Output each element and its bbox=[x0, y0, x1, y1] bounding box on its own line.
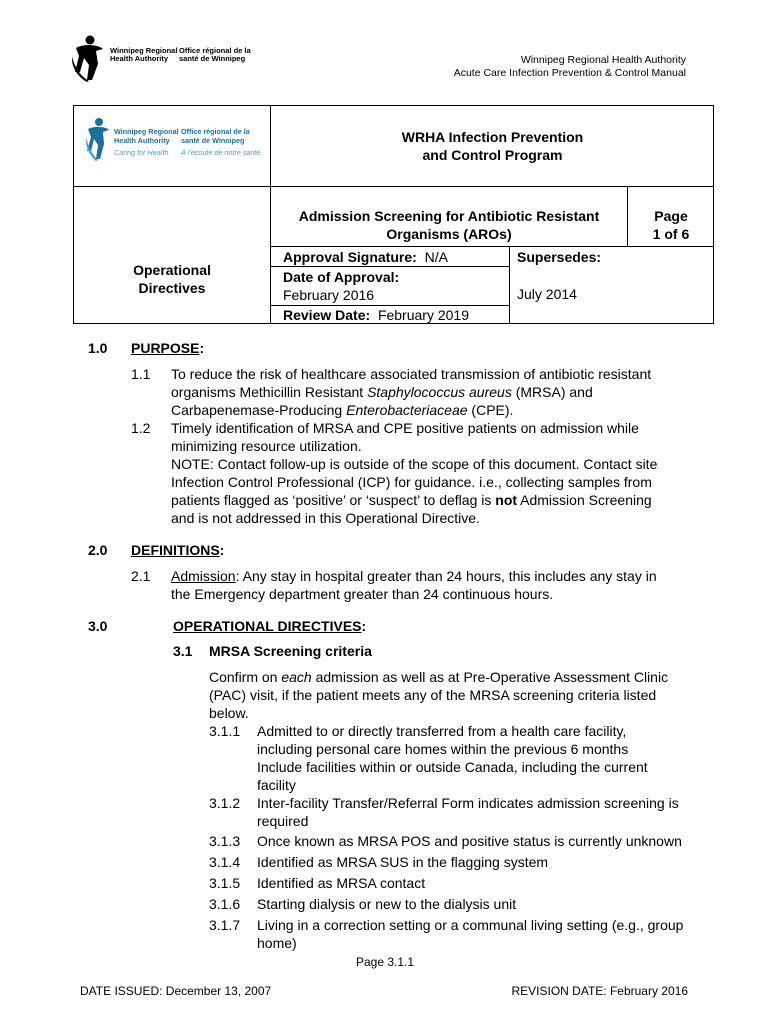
text-line: Infection Control Professional (ICP) for guidance. i.e., collecting samples from bbox=[171, 474, 652, 490]
text-run: (CPE). bbox=[467, 402, 514, 418]
document-type-label bbox=[74, 261, 270, 297]
criteria-text: Starting dialysis or new to the dialysis unit bbox=[257, 896, 517, 912]
criteria-number: 3.1.6 bbox=[209, 896, 241, 912]
header-authority: Winnipeg Regional Health Authority bbox=[520, 54, 686, 66]
page-count-label: Page bbox=[654, 208, 688, 224]
text-line: and is not addressed in this Operational Directive. bbox=[171, 510, 480, 526]
criteria-text bbox=[257, 916, 683, 952]
supersedes-value: July 2014 bbox=[517, 286, 577, 302]
item-number: 2.1 bbox=[131, 568, 151, 584]
definition-term: Admission bbox=[171, 568, 236, 584]
criteria-item bbox=[209, 722, 683, 794]
header-manual-title bbox=[454, 54, 686, 80]
header-org-en-line2: Health Authority bbox=[110, 54, 169, 63]
text-run: admission as well as at Pre-Operative Assessment Clinic bbox=[311, 669, 669, 685]
text-line: NOTE: Contact follow-up is outside of the scope of this document. Contact site bbox=[171, 456, 658, 472]
table-rule bbox=[270, 266, 510, 267]
wrha-figure-icon bbox=[86, 117, 110, 161]
review-date bbox=[283, 306, 469, 324]
text-run: Carbapenemase-Producing bbox=[171, 402, 347, 418]
subsection-title: MRSA Screening criteria bbox=[209, 643, 372, 659]
program-title bbox=[271, 128, 714, 164]
criteria-item bbox=[209, 916, 683, 952]
header-org-en-line1: Winnipeg Regional bbox=[110, 46, 178, 55]
text-line: required bbox=[257, 813, 309, 829]
directive-title bbox=[271, 207, 627, 243]
mrsa-intro-paragraph bbox=[209, 668, 668, 722]
text-line bbox=[171, 567, 657, 585]
text-line: below. bbox=[209, 705, 249, 721]
purpose-item-2 bbox=[171, 419, 657, 527]
program-title-line1: WRHA Infection Prevention bbox=[401, 129, 584, 145]
date-of-approval bbox=[283, 268, 399, 304]
text-line: facility bbox=[257, 777, 296, 793]
wrha-figure-icon bbox=[72, 34, 106, 82]
approval-signature bbox=[283, 248, 448, 266]
page-count bbox=[628, 207, 714, 243]
text-line bbox=[171, 491, 657, 509]
text-run: patients flagged as ‘positive’ or ‘suspect’ to deflag is bbox=[171, 492, 496, 508]
directive-title-line1: Admission Screening for Antibiotic Resistant bbox=[298, 208, 600, 224]
header-org-en bbox=[110, 47, 177, 63]
criteria-text: Identified as MRSA contact bbox=[257, 875, 426, 891]
table-logo-fr-line1: Office régional de la bbox=[181, 127, 250, 136]
definition-admission bbox=[171, 567, 657, 603]
criteria-number: 3.1.5 bbox=[209, 875, 241, 891]
criteria-item bbox=[209, 895, 683, 913]
table-logo-tagline-en: Caring for Health bbox=[114, 148, 169, 157]
header-logo bbox=[72, 34, 272, 84]
text-run: : Any stay in hospital greater than 24 hours, this includes any stay in bbox=[235, 568, 657, 584]
section-title-text: OPERATIONAL DIRECTIVES bbox=[173, 618, 362, 634]
section-number: 3.0 bbox=[88, 618, 108, 634]
approval-signature-value: N/A bbox=[424, 249, 448, 265]
criteria-text bbox=[257, 794, 679, 830]
directive-title-line2: Organisms (AROs) bbox=[386, 226, 512, 242]
mrsa-criteria-list bbox=[209, 722, 683, 952]
table-logo-fr-line2: santé de Winnipeg bbox=[181, 136, 245, 145]
header-org-fr-line1: Office régional de la bbox=[179, 46, 251, 55]
text-line: To reduce the risk of healthcare associated transmission of antibiotic resistant bbox=[171, 366, 652, 382]
page-count-value: 1 of 6 bbox=[652, 226, 690, 242]
document-type-line1: Operational bbox=[133, 262, 211, 278]
text-run: (MRSA) and bbox=[511, 384, 593, 400]
criteria-text: Once known as MRSA POS and positive status is currently unknown bbox=[257, 833, 682, 849]
text-line: Include facilities within or outside Canada, including the current bbox=[257, 759, 648, 775]
section-title-operational-directives: OPERATIONAL DIRECTIVES: bbox=[173, 618, 367, 634]
text-line: (PAC) visit, if the patient meets any of the MRSA screening criteria listed bbox=[209, 687, 657, 703]
text-line: minimizing resource utilization. bbox=[171, 438, 362, 454]
criteria-number: 3.1.3 bbox=[209, 833, 241, 849]
criteria-item bbox=[209, 853, 683, 871]
text-line: the Emergency department greater than 24 continuous hours. bbox=[171, 586, 554, 602]
program-title-line2: and Control Program bbox=[422, 147, 563, 163]
criteria-item bbox=[209, 874, 683, 892]
text-line bbox=[171, 401, 651, 419]
text-run-bold: not bbox=[495, 492, 518, 508]
table-logo-en-line2: Health Authority bbox=[114, 136, 170, 145]
criteria-text bbox=[257, 722, 648, 794]
page-number: Page 3.1.1 bbox=[355, 955, 415, 969]
item-number: 1.1 bbox=[131, 366, 151, 382]
subsection-number: 3.1 bbox=[173, 643, 193, 659]
item-number: 1.2 bbox=[131, 420, 151, 436]
criteria-text: Identified as MRSA SUS in the flagging system bbox=[257, 854, 549, 870]
section-title-purpose: PURPOSE: bbox=[131, 340, 205, 356]
date-of-approval-label: Date of Approval: bbox=[283, 269, 400, 285]
section-number: 1.0 bbox=[88, 340, 108, 356]
date-of-approval-value: February 2016 bbox=[283, 287, 375, 303]
text-line: Inter-facility Transfer/Referral Form indicates admission screening is bbox=[257, 795, 679, 811]
table-logo-fr bbox=[181, 127, 250, 145]
table-rule bbox=[509, 246, 510, 324]
date-issued: DATE ISSUED: December 13, 2007 bbox=[80, 984, 272, 998]
table-rule bbox=[270, 246, 714, 247]
section-title-definitions: DEFINITIONS: bbox=[131, 542, 225, 558]
text-run: organisms Methicillin Resistant bbox=[171, 384, 368, 400]
review-date-value: February 2019 bbox=[377, 307, 469, 323]
text-line: Admitted to or directly transferred from a health care facility, bbox=[257, 723, 627, 739]
text-line bbox=[171, 383, 651, 401]
table-logo-en-line1: Winnipeg Regional bbox=[114, 127, 179, 136]
criteria-item bbox=[209, 794, 683, 830]
header-org-fr-line2: santé de Winnipeg bbox=[179, 54, 246, 63]
review-date-label: Review Date: bbox=[283, 307, 371, 323]
text-run: Admission Screening bbox=[517, 492, 652, 508]
table-logo-en bbox=[114, 127, 179, 145]
text-line: Timely identification of MRSA and CPE positive patients on admission while bbox=[171, 420, 639, 436]
text-run-italic: each bbox=[281, 669, 312, 685]
criteria-number: 3.1.1 bbox=[209, 723, 241, 739]
text-run-italic: Staphylococcus aureus bbox=[367, 384, 512, 400]
header-org-fr bbox=[179, 47, 251, 63]
section-number: 2.0 bbox=[88, 542, 108, 558]
text-line: Living in a correction setting or a communal living setting (e.g., group bbox=[257, 917, 684, 933]
text-line: home) bbox=[257, 935, 297, 951]
criteria-number: 3.1.7 bbox=[209, 917, 241, 933]
revision-date: REVISION DATE: February 2016 bbox=[511, 984, 688, 998]
purpose-item-1 bbox=[171, 365, 651, 419]
section-title-text: DEFINITIONS bbox=[131, 542, 220, 558]
text-line bbox=[209, 668, 668, 686]
table-logo bbox=[86, 117, 266, 165]
header-manual: Acute Care Infection Prevention & Control Manual bbox=[453, 67, 686, 79]
section-title-text: PURPOSE bbox=[131, 340, 200, 356]
supersedes-label: Supersedes: bbox=[517, 249, 602, 265]
document-type-line2: Directives bbox=[138, 280, 206, 296]
table-logo-tagline-fr: À l'écoute de notre santé bbox=[181, 148, 261, 157]
text-line: including personal care homes within the previous 6 months bbox=[257, 741, 629, 757]
text-run: Confirm on bbox=[209, 669, 282, 685]
criteria-number: 3.1.2 bbox=[209, 795, 241, 811]
criteria-number: 3.1.4 bbox=[209, 854, 241, 870]
criteria-item bbox=[209, 832, 683, 850]
approval-signature-label: Approval Signature: bbox=[283, 249, 417, 265]
text-run-italic: Enterobacteriaceae bbox=[346, 402, 468, 418]
table-rule bbox=[73, 186, 714, 187]
